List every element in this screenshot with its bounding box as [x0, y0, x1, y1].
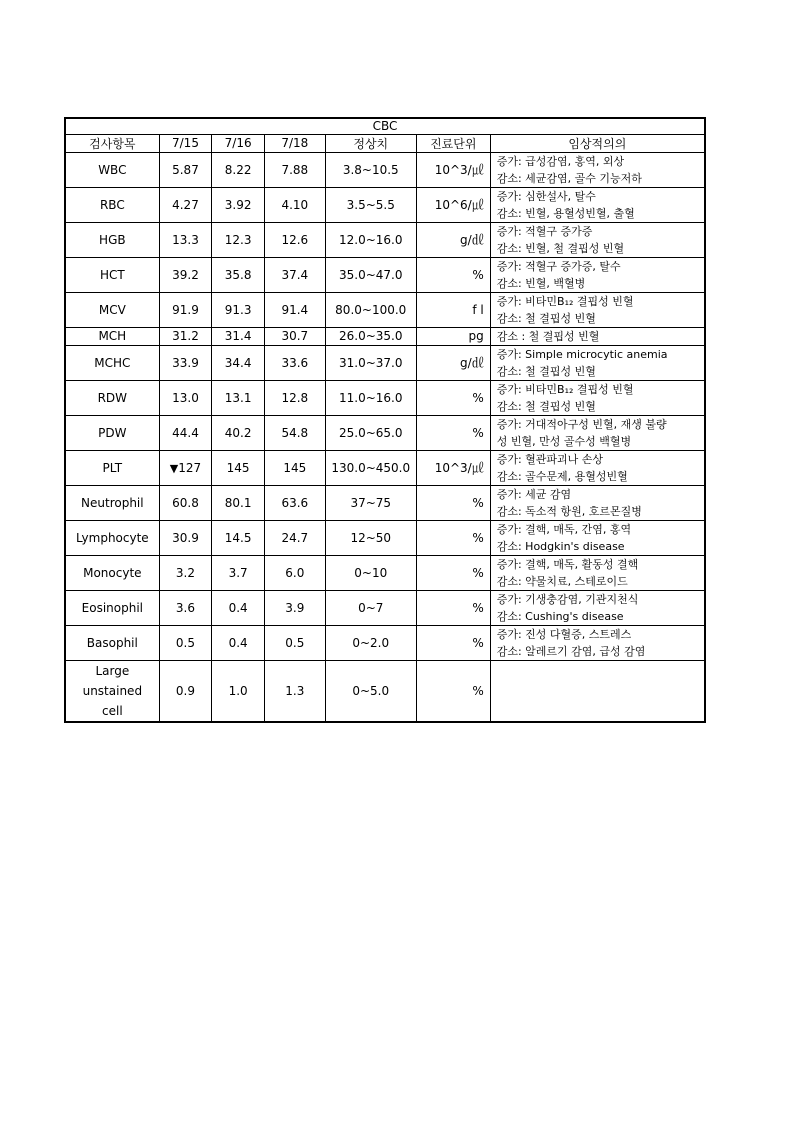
unit: g/㎗ — [416, 345, 490, 380]
clinical-significance — [490, 590, 705, 625]
test-item-line: Large — [95, 663, 130, 678]
table-body — [65, 152, 705, 722]
normal-range: 31.0~37.0 — [325, 345, 416, 380]
significance-line: 증가: 기생충감염, 기관지천식 — [496, 592, 639, 606]
header-normal-range: 정상치 — [325, 134, 416, 152]
significance-line: 감소: 빈혈, 용혈성빈혈, 출혈 — [496, 206, 635, 220]
result-date-2: 40.2 — [212, 415, 265, 450]
significance-line: 감소: 빈혈, 철 결핍성 빈혈 — [496, 241, 625, 255]
significance-line: 증가: 적혈구 증가증, 탈수 — [496, 259, 621, 273]
result-date-2: 13.1 — [212, 380, 265, 415]
result-date-1: 13.3 — [159, 222, 212, 257]
clinical-significance — [490, 660, 705, 722]
normal-range: 130.0~450.0 — [325, 450, 416, 485]
table-row — [65, 555, 705, 590]
significance-line: 감소: 세균감염, 골수 기능저하 — [496, 171, 642, 185]
result-date-1: 31.2 — [159, 327, 212, 345]
significance-line: 감소: 빈혈, 백혈병 — [496, 276, 586, 290]
header-date-3: 7/18 — [264, 134, 325, 152]
unit: % — [416, 257, 490, 292]
normal-range: 0~10 — [325, 555, 416, 590]
table-row — [65, 187, 705, 222]
result-date-2: 145 — [212, 450, 265, 485]
unit: g/㎗ — [416, 222, 490, 257]
result-date-1: 0.5 — [159, 625, 212, 660]
clinical-significance — [490, 327, 705, 345]
result-date-3: 12.6 — [264, 222, 325, 257]
header-date-2: 7/16 — [212, 134, 265, 152]
normal-range: 0~7 — [325, 590, 416, 625]
clinical-significance — [490, 485, 705, 520]
table-row — [65, 450, 705, 485]
unit: % — [416, 660, 490, 722]
test-item — [65, 660, 159, 722]
result-date-2: 91.3 — [212, 292, 265, 327]
unit: % — [416, 520, 490, 555]
table-row — [65, 327, 705, 345]
result-date-1: 3.2 — [159, 555, 212, 590]
test-item: MCV — [65, 292, 159, 327]
significance-line: 증가: Simple microcytic anemia — [496, 347, 668, 361]
test-item: WBC — [65, 152, 159, 187]
unit: % — [416, 415, 490, 450]
normal-range: 35.0~47.0 — [325, 257, 416, 292]
result-date-3: 145 — [264, 450, 325, 485]
significance-line: 감소: 철 결핍성 빈혈 — [496, 364, 596, 378]
result-date-1: 5.87 — [159, 152, 212, 187]
normal-range: 26.0~35.0 — [325, 327, 416, 345]
result-date-3: 0.5 — [264, 625, 325, 660]
significance-line: 증가: 적혈구 증가증 — [496, 224, 593, 238]
result-date-2: 1.0 — [212, 660, 265, 722]
result-date-3: 6.0 — [264, 555, 325, 590]
test-item: Lymphocyte — [65, 520, 159, 555]
clinical-significance — [490, 450, 705, 485]
result-date-1: 44.4 — [159, 415, 212, 450]
significance-line: 감소: 골수문제, 용혈성빈혈 — [496, 469, 628, 483]
header-row — [65, 134, 705, 152]
test-item: PLT — [65, 450, 159, 485]
normal-range: 12.0~16.0 — [325, 222, 416, 257]
normal-range: 0~2.0 — [325, 625, 416, 660]
table-row — [65, 485, 705, 520]
result-date-2: 34.4 — [212, 345, 265, 380]
normal-range: 0~5.0 — [325, 660, 416, 722]
significance-line: 증가: 비타민B₁₂ 결핍성 빈혈 — [496, 294, 634, 308]
significance-line: 감소: 약물치료, 스테로이드 — [496, 574, 628, 588]
header-unit: 진료단위 — [416, 134, 490, 152]
unit: f l — [416, 292, 490, 327]
result-date-3: 30.7 — [264, 327, 325, 345]
unit: 10^3/㎕ — [416, 450, 490, 485]
result-date-3: 33.6 — [264, 345, 325, 380]
result-date-3: 1.3 — [264, 660, 325, 722]
test-item-line: cell — [102, 703, 123, 718]
result-date-2: 35.8 — [212, 257, 265, 292]
result-date-1: 3.6 — [159, 590, 212, 625]
significance-line: 감소: Cushing's disease — [496, 609, 624, 623]
table-row — [65, 590, 705, 625]
test-item: RDW — [65, 380, 159, 415]
normal-range: 3.5~5.5 — [325, 187, 416, 222]
test-item: MCHC — [65, 345, 159, 380]
significance-line: 증가: 진성 다혈증, 스트레스 — [496, 627, 632, 641]
table-title: CBC — [65, 118, 705, 134]
unit: 10^6/㎕ — [416, 187, 490, 222]
result-date-1: 0.9 — [159, 660, 212, 722]
table-row — [65, 345, 705, 380]
header-item: 검사항목 — [65, 134, 159, 152]
significance-line: 증가: 혈관파괴나 손상 — [496, 452, 604, 466]
test-item-line: unstained — [82, 683, 143, 698]
clinical-significance — [490, 257, 705, 292]
unit: % — [416, 590, 490, 625]
table-row — [65, 520, 705, 555]
result-date-2: 80.1 — [212, 485, 265, 520]
significance-line: 감소: 철 결핍성 빈혈 — [496, 399, 596, 413]
test-item: Eosinophil — [65, 590, 159, 625]
result-date-2: 3.92 — [212, 187, 265, 222]
significance-line: 감소 : 철 결핍성 빈혈 — [496, 329, 600, 343]
result-date-1 — [159, 450, 212, 485]
result-date-2: 8.22 — [212, 152, 265, 187]
normal-range: 25.0~65.0 — [325, 415, 416, 450]
result-date-3: 7.88 — [264, 152, 325, 187]
clinical-significance — [490, 345, 705, 380]
significance-line: 증가: 거대적아구성 빈혈, 재생 불량 — [496, 417, 667, 431]
unit: % — [416, 380, 490, 415]
clinical-significance — [490, 520, 705, 555]
normal-range: 12~50 — [325, 520, 416, 555]
unit: % — [416, 485, 490, 520]
result-date-3: 3.9 — [264, 590, 325, 625]
cbc-table — [64, 117, 706, 723]
table-row — [65, 222, 705, 257]
result-date-2: 12.3 — [212, 222, 265, 257]
clinical-significance — [490, 415, 705, 450]
significance-line: 감소: 독소적 항원, 호르몬질병 — [496, 504, 642, 518]
result-date-2: 31.4 — [212, 327, 265, 345]
result-date-2: 14.5 — [212, 520, 265, 555]
clinical-significance — [490, 152, 705, 187]
table-row — [65, 257, 705, 292]
result-date-2: 3.7 — [212, 555, 265, 590]
significance-line: 증가: 급성감염, 홍역, 외상 — [496, 154, 625, 168]
normal-range: 37~75 — [325, 485, 416, 520]
test-item: PDW — [65, 415, 159, 450]
test-item: RBC — [65, 187, 159, 222]
significance-line: 증가: 세균 감염 — [496, 487, 572, 501]
result-value: 127 — [178, 460, 202, 475]
clinical-significance — [490, 187, 705, 222]
table-row — [65, 152, 705, 187]
test-item: Neutrophil — [65, 485, 159, 520]
table-row — [65, 380, 705, 415]
clinical-significance — [490, 222, 705, 257]
unit: 10^3/㎕ — [416, 152, 490, 187]
test-item: Basophil — [65, 625, 159, 660]
result-date-1: 60.8 — [159, 485, 212, 520]
unit: % — [416, 625, 490, 660]
significance-line: 감소: 철 결핍성 빈혈 — [496, 311, 596, 325]
table-row — [65, 660, 705, 722]
header-clinical-significance: 임상적의의 — [490, 134, 705, 152]
table-row — [65, 625, 705, 660]
significance-line: 증가: 결핵, 매독, 활동성 결핵 — [496, 557, 639, 571]
unit: pg — [416, 327, 490, 345]
significance-line: 성 빈혈, 만성 골수성 백혈병 — [496, 434, 632, 448]
result-date-1: 33.9 — [159, 345, 212, 380]
clinical-significance — [490, 555, 705, 590]
result-date-1: 30.9 — [159, 520, 212, 555]
header-date-1: 7/15 — [159, 134, 212, 152]
test-item: MCH — [65, 327, 159, 345]
significance-line: 감소: 알레르기 감염, 급성 감염 — [496, 644, 646, 658]
normal-range: 11.0~16.0 — [325, 380, 416, 415]
significance-line: 증가: 결핵, 매독, 간염, 홍역 — [496, 522, 632, 536]
normal-range: 80.0~100.0 — [325, 292, 416, 327]
significance-line: 증가: 심한설사, 탈수 — [496, 189, 596, 203]
result-date-3: 37.4 — [264, 257, 325, 292]
result-date-1: 13.0 — [159, 380, 212, 415]
result-date-3: 91.4 — [264, 292, 325, 327]
clinical-significance — [490, 380, 705, 415]
result-date-1: 4.27 — [159, 187, 212, 222]
normal-range: 3.8~10.5 — [325, 152, 416, 187]
result-date-1: 91.9 — [159, 292, 212, 327]
clinical-significance — [490, 625, 705, 660]
clinical-significance — [490, 292, 705, 327]
significance-line: 증가: 비타민B₁₂ 결핍성 빈혈 — [496, 382, 634, 396]
unit: % — [416, 555, 490, 590]
low-flag-icon: ▼ — [169, 461, 179, 475]
significance-line: 감소: Hodgkin's disease — [496, 539, 625, 553]
table-row — [65, 292, 705, 327]
result-date-3: 63.6 — [264, 485, 325, 520]
result-date-3: 54.8 — [264, 415, 325, 450]
result-date-1: 39.2 — [159, 257, 212, 292]
test-item: HCT — [65, 257, 159, 292]
test-item: Monocyte — [65, 555, 159, 590]
table-row — [65, 415, 705, 450]
result-date-3: 12.8 — [264, 380, 325, 415]
result-date-3: 4.10 — [264, 187, 325, 222]
result-date-3: 24.7 — [264, 520, 325, 555]
test-item: HGB — [65, 222, 159, 257]
result-date-2: 0.4 — [212, 625, 265, 660]
result-date-2: 0.4 — [212, 590, 265, 625]
